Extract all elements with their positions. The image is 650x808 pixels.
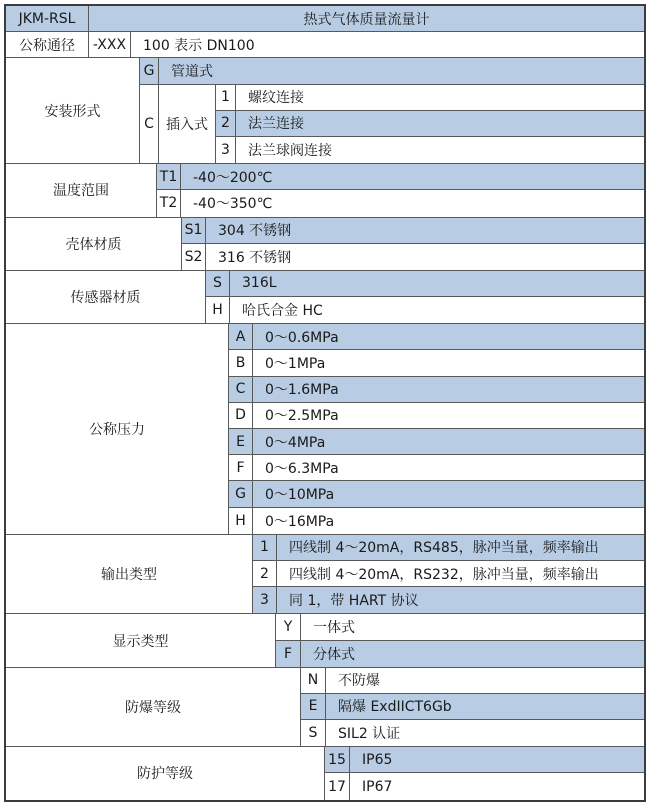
product-title: 热式气体质量流量计 [89,6,644,31]
option-code: 3 [253,587,277,613]
option-code: T2 [157,190,181,216]
table-row [229,403,644,429]
table-row [182,244,644,270]
option-code: C [140,85,159,164]
option-desc: 隔爆 ExdIICT6Gb [338,699,452,716]
explosion-rows [301,668,644,747]
group-label-protection-grade: 防护等级 [6,747,325,799]
option-desc: 0～6.3MPa [265,460,339,477]
insert-rows [216,85,644,164]
option-desc: -40～200℃ [193,169,273,186]
option-desc: 螺纹连接 [248,90,304,107]
group-label-sensor-material: 传感器材质 [6,271,206,323]
option-code: S2 [182,244,206,270]
table-row [206,297,644,323]
table-header-row [6,6,644,32]
option-code: A [229,324,253,349]
table-row [301,668,644,694]
option-code: G [229,481,253,506]
option-desc: IP67 [362,778,393,795]
option-code: C [229,377,253,402]
group-label-temperature-range: 温度范围 [6,164,157,216]
option-code: E [229,429,253,454]
option-code: N [301,668,326,693]
model-selection-table [4,4,646,802]
option-code: -XXX [89,32,131,57]
option-code: T1 [157,164,181,189]
protection-rows [325,747,644,799]
option-code: 2 [216,111,236,136]
option-desc: 四线制 4～20mA，RS485，脉冲当量，频率输出 [289,540,599,557]
option-code: F [229,455,253,480]
table-row [216,137,644,163]
group-label-nominal-diameter: 公称通径 [6,32,89,57]
option-code: H [229,508,253,534]
option-code: Y [276,614,301,639]
table-row [229,508,644,534]
table-row [182,218,644,244]
option-desc: 分体式 [313,646,355,663]
group-temperature-range [6,164,644,217]
option-desc: 0～1MPa [265,356,326,373]
option-code: 15 [325,747,350,772]
group-housing-material [6,218,644,271]
insert-label: 插入式 [159,85,216,164]
table-row [216,85,644,111]
sensor-rows [206,271,644,323]
table-row [276,641,644,667]
temperature-rows [157,164,644,216]
option-code: E [301,694,326,719]
table-row [229,324,644,350]
group-label-output-type: 输出类型 [6,535,253,614]
group-label-housing-material: 壳体材质 [6,218,182,270]
group-protection-grade [6,747,644,799]
group-label-explosion-proof-grade: 防爆等级 [6,668,301,747]
table-row [253,535,644,561]
table-row [301,720,644,746]
table-row [216,111,644,137]
output-rows [253,535,644,614]
table-row [229,377,644,403]
option-code: 1 [216,85,236,110]
table-row [229,481,644,507]
group-label-install-method: 安装形式 [6,58,140,163]
option-code: G [140,58,159,83]
option-code: 3 [216,137,236,163]
table-row [325,773,644,799]
option-code: S [301,720,326,746]
option-code: 17 [325,773,350,799]
option-desc: SIL2 认证 [338,726,401,743]
option-desc: -40～350℃ [193,196,273,213]
group-nominal-diameter [6,32,644,58]
option-desc: 100 表示 DN100 [143,37,255,54]
group-explosion-proof-grade [6,668,644,748]
option-desc: 哈氏合金 HC [242,303,323,320]
option-code: H [206,297,230,323]
option-desc: 法兰球阀连接 [248,143,332,160]
table-row [325,747,644,773]
option-desc: 0～1.6MPa [265,382,339,399]
group-install-method [6,58,644,164]
pressure-rows [229,324,644,534]
table-row [276,614,644,640]
group-display-type [6,614,644,667]
option-desc: 316L [242,275,277,292]
table-row [229,350,644,376]
option-desc: 0～4MPa [265,434,326,451]
group-label-display-type: 显示类型 [6,614,276,666]
option-desc: 一体式 [313,619,355,636]
table-row [157,190,644,216]
option-desc: 四线制 4～20mA，RS232，脉冲当量，频率输出 [289,566,599,583]
option-code: 2 [253,561,277,586]
option-desc: 法兰连接 [248,116,304,133]
option-code: S1 [182,218,206,243]
housing-rows [182,218,644,270]
option-desc: 同 1，带 HART 协议 [289,593,419,610]
display-rows [276,614,644,666]
table-row [206,271,644,297]
model-code: JKM-RSL [6,6,89,31]
group-nominal-pressure [6,324,644,535]
option-desc: 0～16MPa [265,513,335,530]
option-desc: 0～2.5MPa [265,408,339,425]
option-desc: 316 不锈钢 [218,249,292,266]
option-desc: 管道式 [171,63,213,80]
table-row [301,694,644,720]
insert-subgroup [140,85,644,164]
table-row [229,455,644,481]
install-rows [140,58,644,163]
option-code: D [229,403,253,428]
option-desc: 304 不锈钢 [218,223,292,240]
option-desc: IP65 [362,751,393,768]
option-desc: 0～0.6MPa [265,329,339,346]
group-label-nominal-pressure: 公称压力 [6,324,229,534]
option-code: F [276,641,301,667]
option-code: B [229,350,253,375]
group-output-type [6,535,644,615]
table-row [253,587,644,613]
table-row [253,561,644,587]
table-row [229,429,644,455]
option-desc: 不防爆 [338,673,380,690]
group-sensor-material [6,271,644,324]
option-code: 1 [253,535,277,560]
option-code: S [206,271,230,296]
option-desc: 0～10MPa [265,486,335,503]
table-row [140,58,644,84]
table-row [157,164,644,190]
